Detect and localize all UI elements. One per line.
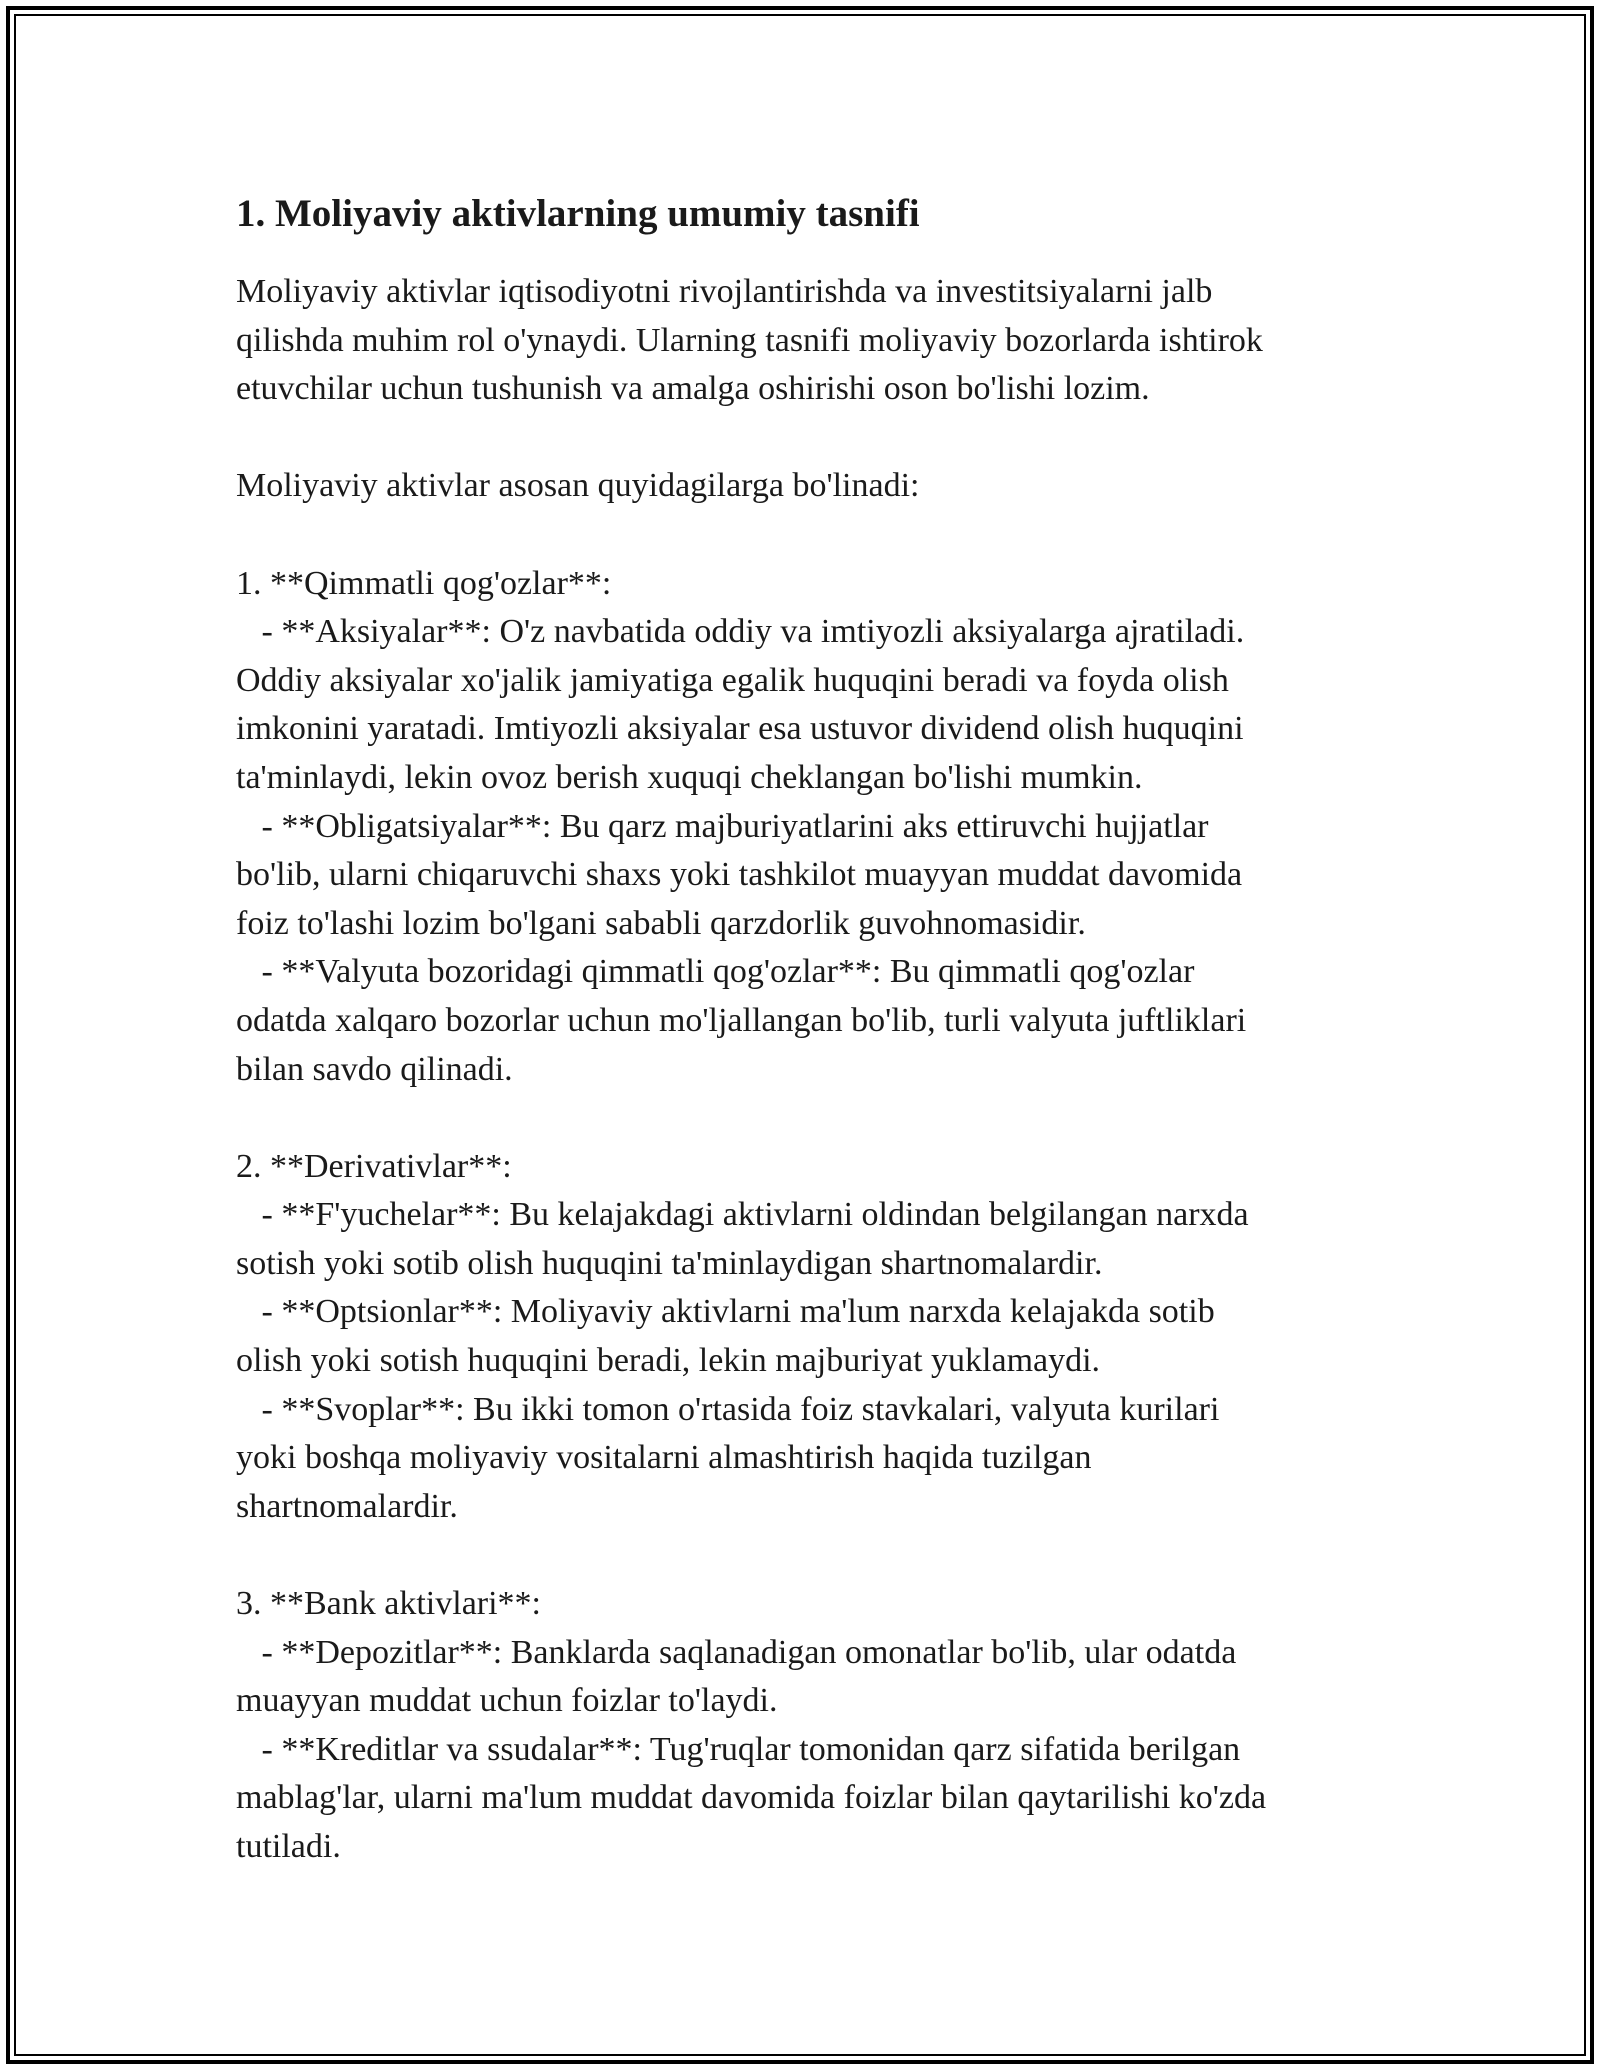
- document-content: [236, 186, 1396, 1872]
- document-body: Moliyaviy aktivlar iqtisodiyotni rivojlantirishda va investitsiyalarni jalb qilishda muhim rol o'ynaydi. Ularning tasnifi moliyaviy bozorlarda ishtirok etuvchilar uchun tushunish va amalga oshirishi oson bo'lishi lozim. Moliyaviy aktivlar asosan quyidagilarga bo'linadi: 1. **Qimmatli qog'ozlar**: - **Aksiyalar**: O'z navbatida oddiy va imtiyozli aksiyalarga ajratiladi. Oddiy aksiyalar xo'jalik jamiyatiga egalik huquqini beradi va foyda olish imkonini yaratadi. Imtiyozli aksiyalar esa ustuvor dividend olish huquqini ta'minlaydi, lekin ovoz berish xuquqi cheklangan bo'lishi mumkin. - **Obligatsiyalar**: Bu qarz majburiyatlarini aks ettiruvchi hujjatlar bo'lib, ularni chiqaruvchi shaxs yoki tashkilot muayyan muddat davomida foiz to'lashi lozim bo'lgani sababli qarzdorlik guvohnomasidir. - **Valyuta bozoridagi qimmatli qog'ozlar**: Bu qimmatli qog'ozlar odatda xalqaro bozorlar uchun mo'ljallangan bo'lib, turli valyuta juftliklari bilan savdo qilinadi. 2. **Derivativlar**: - **F'yuchelar**: Bu kelajakdagi aktivlarni oldindan belgilangan narxda sotish yoki sotib olish huquqini ta'minlaydigan shartnomalardir. - **Optsionlar**: Moliyaviy aktivlarni ma'lum narxda kelajakda sotib olish yoki sotish huquqini beradi, lekin majburiyat yuklamaydi. - **Svoplar**: Bu ikki tomon o'rtasida foiz stavkalari, valyuta kurilari yoki boshqa moliyaviy vositalarni almashtirish haqida tuzilgan shartnomalardir. 3. **Bank aktivlari**: - **Depozitlar**: Banklarda saqlanadigan omonatlar bo'lib, ular odatda muayyan muddat uchun foizlar to'laydi. - **Kreditlar va ssudalar**: Tug'ruqlar tomonidan qarz sifatida berilgan mablag'lar, ularni ma'lum muddat davomida foizlar bilan qaytarilishi ko'zda tutiladi.: [236, 273, 1267, 1865]
- document-title: 1. Moliyaviy aktivlarning umumiy tasnifi: [236, 192, 920, 235]
